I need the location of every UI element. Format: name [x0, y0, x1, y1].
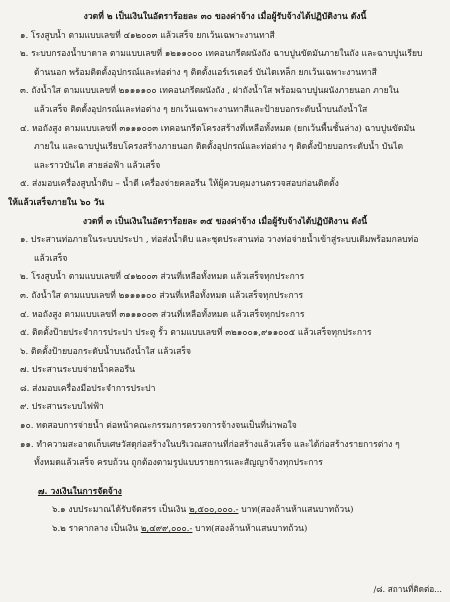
installment-2-title: งวดที่ ๒ เป็นเงินในอัตราร้อยละ ๓๐ ของค่าจ้าง เมื่อผู้รับจ้างได้ปฏิบัติงาน ดังนี้ [83, 12, 367, 22]
budget-label: ๖.๑ งบประมาณได้รับจัดสรร เป็นเงิน [52, 505, 187, 516]
budget-value: ๒,๕๐๐,๐๐๐.- [188, 505, 239, 516]
list-item: ๖. ติดตั้งป้ายบอกระดับน้ำบนถังน้ำใส แล้วเสร็จ [20, 346, 192, 357]
list-item: ๓. ถังน้ำใส ตามแบบเลขที่ ๒๑๑๑๑๐๐ เทคอนกรีตผนังถัง , ฝาถังน้ำใส พร้อมฉาบปูนผนังภายนอก ภายใน [20, 86, 399, 97]
list-item-continuation: ทั้งหมดแล้วเสร็จ ครบถ้วน ถูกต้องตามรูปแบบรายการและสัญญาจ้างทุกประการ [34, 458, 323, 469]
list-item: ๙. ประสานระบบไฟฟ้า [20, 402, 104, 413]
installment-3-items [8, 231, 442, 473]
list-item: ๑๑. ทำความสะอาดเก็บเศษวัสดุก่อสร้างในบริเวณสถานที่ก่อสร้างแล้วเสร็จ และได้ก่อสร้างรายการต่าง ๆ [20, 439, 400, 450]
list-item: ๒. โรงสูบน้ำ ตามแบบเลขที่ ๔๑๒๐๐๓ ส่วนที่เหลือทั้งหมด แล้วเสร็จทุกประการ [20, 272, 305, 283]
budget-words: บาท(สองล้านห้าแสนบาทถ้วน) [238, 505, 354, 516]
section-7-title-text: ๗. วงเงินในการจัดจ้าง [38, 486, 122, 497]
list-item: ๔. หอถังสูง ตามแบบเลขที่ ๓๑๑๑๐๐๓ ส่วนที่เหลือทั้งหมด แล้วเสร็จทุกประการ [20, 309, 305, 320]
list-item: ๘. ส่งมอบเครื่องมือประจำการประปา [20, 383, 156, 394]
list-item-continuation: ด้านนอก พร้อมติดตั้งอุปกรณ์และท่อต่าง ๆ ติดตั้งแอร์เรเตอร์ บันไดเหล็ก ยกเว้นเฉพาะงานทาสี [34, 67, 377, 78]
list-item: ๓. ถังน้ำใส ตามแบบเลขที่ ๒๑๑๑๑๐๐ ส่วนที่เหลือทั้งหมด แล้วเสร็จทุกประการ [20, 290, 304, 301]
section-7-title [8, 483, 442, 502]
list-item: ๑๐. ทดสอบการจ่ายน้ำ ต่อหน้าคณะกรรมการตรวจการจ้างจนเป็นที่น่าพอใจ [20, 421, 297, 432]
list-item: ๑. ประสานท่อภายในระบบประปา , ท่อส่งน้ำดิบ และชุดประสานท่อ วางท่อจ่ายน้ำเข้าสู่ระบบเดิมพร้อมกลบท่อ [20, 235, 419, 246]
footer-continuation: /๘. สถานที่ติดต่อ... [373, 584, 442, 594]
list-item: ๕. ส่งมอบเครื่องสูบน้ำดิบ – น้ำดี เครื่องจ่ายคลอรีน ให้ผู้ควบคุมงานตรวจสอบก่อนติดตั้ง [20, 179, 339, 190]
spacer [8, 473, 442, 483]
median-price-value: ๒,๔๙๙,๐๐๐.- [140, 524, 193, 535]
list-item: ๔. หอถังสูง ตามแบบเลขที่ ๓๑๑๑๐๐๓ เทคอนกรีตโครงสร้างที่เหลือทั้งหมด (ยกเว้นพื้นชั้นล่าง) ฉาบปูนขัดมัน [20, 123, 416, 134]
installment-2-items [8, 27, 442, 194]
median-price-line [8, 520, 442, 539]
deadline-text: ให้แล้วเสร็จภายใน ๖๐ วัน [8, 197, 105, 208]
list-item-continuation: แล้วเสร็จ [34, 253, 68, 264]
list-item: ๕. ติดตั้งป้ายประจำการประปา ประตู รั้ว ตามแบบเลขที่ ๓๒๑๐๐๑,๙๑๑๐๐๕ แล้วเสร็จทุกประการ [20, 328, 372, 339]
list-item-continuation: ภายใน และฉาบปูนเรียบโครงสร้างภายนอก ติดตั้งอุปกรณ์และท่อต่าง ๆ ติดตั้งป้ายบอกระดับน้ำ บันได [34, 142, 404, 153]
list-item: ๗. ประสานระบบจ่ายน้ำคลอรีน [20, 365, 135, 376]
median-price-words: บาท(สองล้านห้าแสนบาทถ้วน) [192, 524, 308, 535]
installment-3-title: งวดที่ ๓ เป็นเงินในอัตราร้อยละ ๓๕ ของค่าจ้าง เมื่อผู้รับจ้างได้ปฏิบัติงาน ดังนี้ [82, 216, 368, 227]
median-price-label: ๖.๒ ราคากลาง เป็นเงิน [52, 524, 139, 535]
list-item: ๒. ระบบกรองน้ำบาดาล ตามแบบเลขที่ ๑๒๑๑๐๐๐ เทคอนกรีตผนังถัง ฉาบปูนขัดมันภายในถัง และฉาบปูนเรียบ [20, 49, 423, 60]
list-item-continuation: และราวบันได สายล่อฟ้า แล้วเสร็จ [34, 160, 161, 171]
list-item-continuation: แล้วเสร็จ ติดตั้งอุปกรณ์และท่อต่าง ๆ ยกเว้นเฉพาะงานทาสีและป้ายบอกระดับน้ำบนถังน้ำใส [34, 104, 368, 115]
list-item: ๑. โรงสูบน้ำ ตามแบบเลขที่ ๔๑๒๐๐๓ แล้วเสร็จ ยกเว้นเฉพาะงานทาสี [20, 30, 275, 41]
budget-line [8, 501, 442, 520]
